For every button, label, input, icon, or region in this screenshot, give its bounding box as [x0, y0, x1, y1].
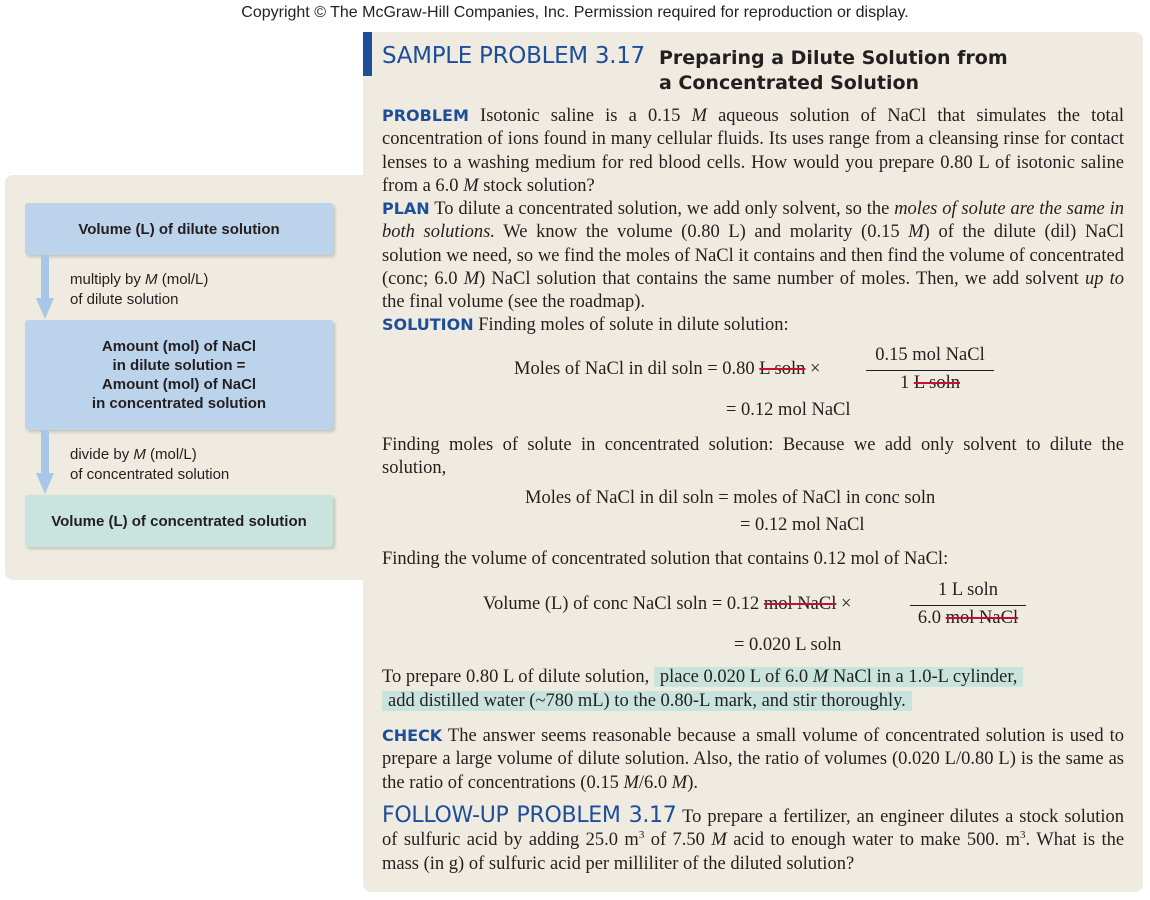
equation-1-result: = 0.12 mol NaCl — [726, 400, 851, 420]
roadmap-box-concentrated-volume — [25, 495, 333, 547]
down-arrow-icon — [36, 255, 54, 320]
down-arrow-icon — [36, 430, 54, 495]
roadmap-box-label: Volume (L) of dilute solution — [78, 220, 280, 238]
roadmap-box-label: Volume (L) of concentrated solution — [51, 512, 307, 530]
roadmap-box-dilute-volume — [25, 203, 333, 255]
roadmap-step-divide: divide by M (mol/L) of concentrated solution — [70, 446, 230, 483]
preparation-line-1: To prepare 0.80 L of dilute solution, place 0.020 L of 6.0 M NaCl in a 1.0-L cylinder, — [382, 667, 1023, 688]
equation-2-result: = 0.12 mol NaCl — [740, 515, 865, 535]
equation-1-denominator: 1 L soln — [900, 373, 960, 393]
followup-paragraph: FOLLOW-UP PROBLEM 3.17 To prepare a fertilizer, an engineer dilutes a stock solution of sulfuric acid by adding 25.0 $m^3$ of 7.50 M acid to enough water to make 500. $m^3$. What is the mass (in g) of sulfuric acid per milliliter of the diluted solution? — [382, 803, 1125, 874]
roadmap-box-line: Amount (mol) of NaCl — [101, 338, 257, 355]
equation-1-numerator: 0.15 mol NaCl — [875, 345, 985, 365]
check-label: CHECK — [382, 726, 443, 745]
problem-label: PROBLEM — [382, 106, 469, 125]
solution-intro: SOLUTION Finding moles of solute in dilute solution: — [382, 315, 789, 335]
roadmap-step-multiply: multiply by M (mol/L) of dilute solution — [70, 271, 209, 308]
equation-3-numerator: 1 L soln — [938, 580, 998, 600]
check-paragraph: CHECK The answer seems reasonable because a small volume of concentrated solution is used to prepare a large volume of dilute solution. Also, the ratio of volumes (0.020 L/0.80 L) is the same as the ratio of concentrations (0.15 M/6.0 M). — [382, 726, 1125, 793]
solution-label: SOLUTION — [382, 315, 474, 334]
roadmap-box-amount — [25, 320, 333, 430]
cancelled-unit: L soln — [759, 359, 806, 379]
roadmap-box-line: in dilute solution = — [112, 357, 246, 374]
concentrated-intro: Finding moles of solute in concentrated solution: Because we add only solvent to dilute the solution, — [382, 435, 1124, 479]
title-accent-bar — [363, 32, 372, 76]
highlighted-answer: add distilled water (~780 mL) to the 0.80-L mark, and stir thoroughly. — [382, 691, 912, 711]
highlighted-answer: place 0.020 L of 6.0 M NaCl in a 1.0-L cylinder, — [654, 667, 1024, 687]
equation-3-lhs: Volume (L) of conc NaCl soln = 0.12 mol NaCl × — [483, 594, 852, 614]
followup-label: FOLLOW-UP PROBLEM 3.17 — [382, 803, 677, 828]
sample-problem-label: SAMPLE PROBLEM 3.17 — [382, 43, 645, 69]
problem-paragraph: PROBLEM Isotonic saline is a 0.15 M aqueous solution of NaCl that simulates the total concentration of ions found in many cellular fluids. Its uses range from a cleansing rinse for contact lenses to a washing medium for red blood cells. How would you prepare 0.80 L of isotonic saline from a 6.0 M stock solution? — [382, 106, 1124, 196]
equation-2: Moles of NaCl in dil soln = moles of NaCl in conc soln — [525, 488, 936, 508]
cancelled-unit: mol NaCl — [763, 594, 837, 614]
plan-paragraph: PLAN To dilute a concentrated solution, we add only solvent, so the moles of solute are the same in both solutions. We know the volume (0.80 L) and molarity (0.15 M) of the dilute (dil) NaCl solution we need, so we find the moles of NaCl it contains and then find the volume of concentrated (conc; 6.0 M) NaCl solution that contains the same number of moles. Then, we add solvent up to the final volume (see the roadmap). — [382, 199, 1125, 313]
volume-intro: Finding the volume of concentrated solution that contains 0.12 mol of NaCl: — [382, 549, 949, 569]
roadmap-box-line: Amount (mol) of NaCl — [101, 376, 257, 393]
fraction-bar — [866, 370, 994, 371]
roadmap-box-line: in concentrated solution — [91, 395, 267, 412]
equation-3-result: = 0.020 L soln — [734, 635, 842, 655]
copyright-notice: Copyright © The McGraw-Hill Companies, Inc. Permission required for reproduction or display. — [241, 4, 909, 21]
equation-3-denominator: 6.0 mol NaCl — [917, 608, 1019, 628]
preparation-line-2 — [382, 691, 912, 712]
equation-1-lhs: Moles of NaCl in dil soln = 0.80 L soln × — [514, 359, 821, 379]
sample-problem-title: Preparing a Dilute Solution from a Concentrated Solution — [659, 47, 1008, 94]
fraction-bar — [910, 605, 1026, 606]
plan-label: PLAN — [382, 199, 430, 218]
cancelled-unit: mol NaCl — [945, 608, 1019, 628]
cancelled-unit: L soln — [913, 373, 960, 393]
